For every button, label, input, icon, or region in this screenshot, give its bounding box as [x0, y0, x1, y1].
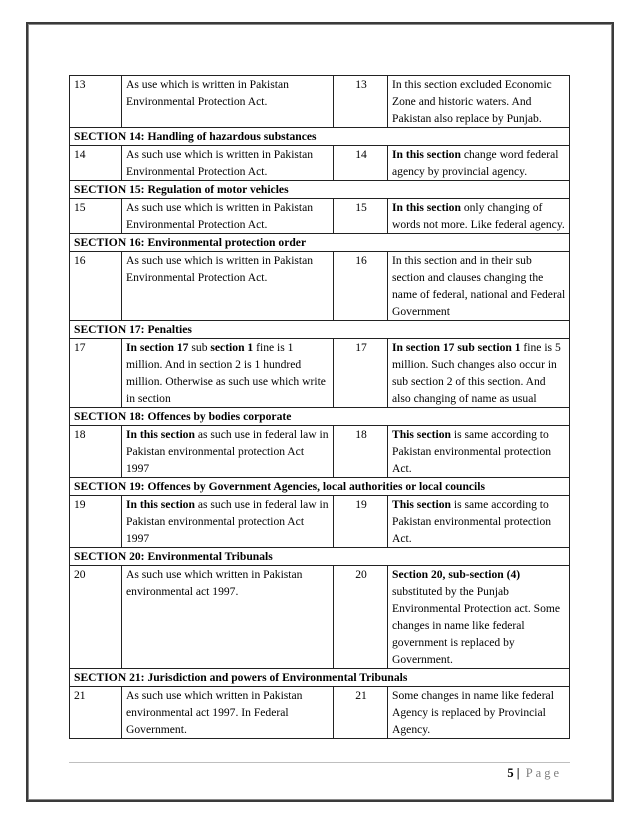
table-row	[70, 426, 570, 478]
table-row	[70, 199, 570, 234]
original-provision	[122, 339, 334, 408]
text-run: As such use which written in Pakistan environmental act 1997. In Federal Government.	[126, 689, 303, 736]
table-row	[70, 566, 570, 669]
original-provision	[122, 199, 334, 234]
text-run: In section 17	[126, 341, 189, 354]
section-header-row	[70, 321, 570, 339]
amended-provision	[388, 496, 570, 548]
original-provision	[122, 146, 334, 181]
table-row	[70, 496, 570, 548]
section-title: SECTION 17: Penalties	[70, 321, 570, 339]
text-run: is same according to Pakistan environmental protection Act.	[392, 428, 552, 475]
page-label: Page	[525, 766, 562, 780]
amended-provision	[388, 76, 570, 128]
amended-section-number: 13	[334, 76, 388, 128]
original-provision	[122, 76, 334, 128]
text-run: sub	[188, 341, 211, 354]
amended-provision	[388, 426, 570, 478]
text-run: In this section	[392, 148, 461, 161]
amended-section-number: 15	[334, 199, 388, 234]
amended-provision	[388, 252, 570, 321]
text-run: In this section and in their sub section and clauses changing the name of federal, national and Federal Government	[392, 254, 566, 318]
text-run: as such use in federal law in Pakistan environmental protection Act 1997	[126, 498, 329, 545]
original-provision	[122, 426, 334, 478]
table-row	[70, 252, 570, 321]
original-provision	[122, 566, 334, 669]
section-number: 15	[70, 199, 122, 234]
section-title: SECTION 21: Jurisdiction and powers of Environmental Tribunals	[70, 669, 570, 687]
amended-provision	[388, 146, 570, 181]
section-header-row	[70, 669, 570, 687]
amended-section-number: 21	[334, 687, 388, 739]
section-header-row	[70, 181, 570, 199]
section-header-row	[70, 408, 570, 426]
text-run: As such use which is written in Pakistan Environmental Protection Act.	[126, 254, 314, 284]
section-title: SECTION 15: Regulation of motor vehicles	[70, 181, 570, 199]
section-number: 21	[70, 687, 122, 739]
original-provision	[122, 687, 334, 739]
amended-section-number: 20	[334, 566, 388, 669]
section-header-row	[70, 478, 570, 496]
section-header-row	[70, 234, 570, 252]
text-run: In this section	[392, 201, 461, 214]
text-run: Section 20, sub-section (4)	[392, 568, 521, 581]
original-provision	[122, 496, 334, 548]
amended-provision	[388, 339, 570, 408]
section-number: 18	[70, 426, 122, 478]
section-header-row	[70, 548, 570, 566]
section-title: SECTION 14: Handling of hazardous substances	[70, 128, 570, 146]
section-title: SECTION 18: Offences by bodies corporate	[70, 408, 570, 426]
table-row	[70, 687, 570, 739]
table-row	[70, 146, 570, 181]
section-number: 14	[70, 146, 122, 181]
text-run: In this section	[126, 498, 195, 511]
text-run: only changing of words not more. Like federal agency.	[392, 201, 565, 231]
text-run: As such use which is written in Pakistan Environmental Protection Act.	[126, 201, 314, 231]
page-footer	[507, 766, 562, 781]
amended-section-number: 18	[334, 426, 388, 478]
section-number: 17	[70, 339, 122, 408]
original-provision	[122, 252, 334, 321]
section-number: 20	[70, 566, 122, 669]
text-run: In section 17 sub section 1	[392, 341, 521, 354]
text-run: fine is 5 million. Such changes also occur in sub section 2 of this section. And also changing of name as usual	[392, 341, 561, 405]
section-number: 19	[70, 496, 122, 548]
amended-provision	[388, 199, 570, 234]
table-body	[70, 76, 570, 739]
amended-provision	[388, 687, 570, 739]
text-run: is same according to Pakistan environmental protection Act.	[392, 498, 552, 545]
text-run: as such use in federal law in Pakistan environmental protection Act 1997	[126, 428, 329, 475]
section-title: SECTION 16: Environmental protection order	[70, 234, 570, 252]
comparison-table	[69, 75, 570, 739]
table-row	[70, 76, 570, 128]
amended-provision	[388, 566, 570, 669]
amended-section-number: 19	[334, 496, 388, 548]
table-row	[70, 339, 570, 408]
text-run: fine is 1 million. And in section 2 is 1 hundred million. Otherwise as such use which write in section	[126, 341, 326, 405]
text-run: This section	[392, 498, 451, 511]
section-number: 16	[70, 252, 122, 321]
amended-section-number: 14	[334, 146, 388, 181]
text-run: As such use which is written in Pakistan Environmental Protection Act.	[126, 148, 314, 178]
section-number: 13	[70, 76, 122, 128]
text-run: As use which is written in Pakistan Environmental Protection Act.	[126, 78, 289, 108]
footer-divider	[69, 762, 570, 763]
amended-section-number: 16	[334, 252, 388, 321]
text-run: This section	[392, 428, 451, 441]
text-run: substituted by the Punjab Environmental Protection act. Some changes in name like federal government is replaced by Government.	[392, 585, 561, 666]
text-run: change word federal agency by provincial agency.	[392, 148, 559, 178]
page-number: 5	[507, 766, 514, 780]
text-run: Some changes in name like federal Agency is replaced by Provincial Agency.	[392, 689, 554, 736]
text-run: As such use which written in Pakistan environmental act 1997.	[126, 568, 303, 598]
amended-section-number: 17	[334, 339, 388, 408]
section-header-row	[70, 128, 570, 146]
text-run: In this section excluded Economic Zone and historic waters. And Pakistan also replace by Punjab.	[392, 78, 552, 125]
section-title: SECTION 20: Environmental Tribunals	[70, 548, 570, 566]
text-run: section 1	[210, 341, 254, 354]
section-title: SECTION 19: Offences by Government Agencies, local authorities or local councils	[70, 478, 570, 496]
footer-separator: |	[516, 766, 520, 780]
text-run: In this section	[126, 428, 195, 441]
